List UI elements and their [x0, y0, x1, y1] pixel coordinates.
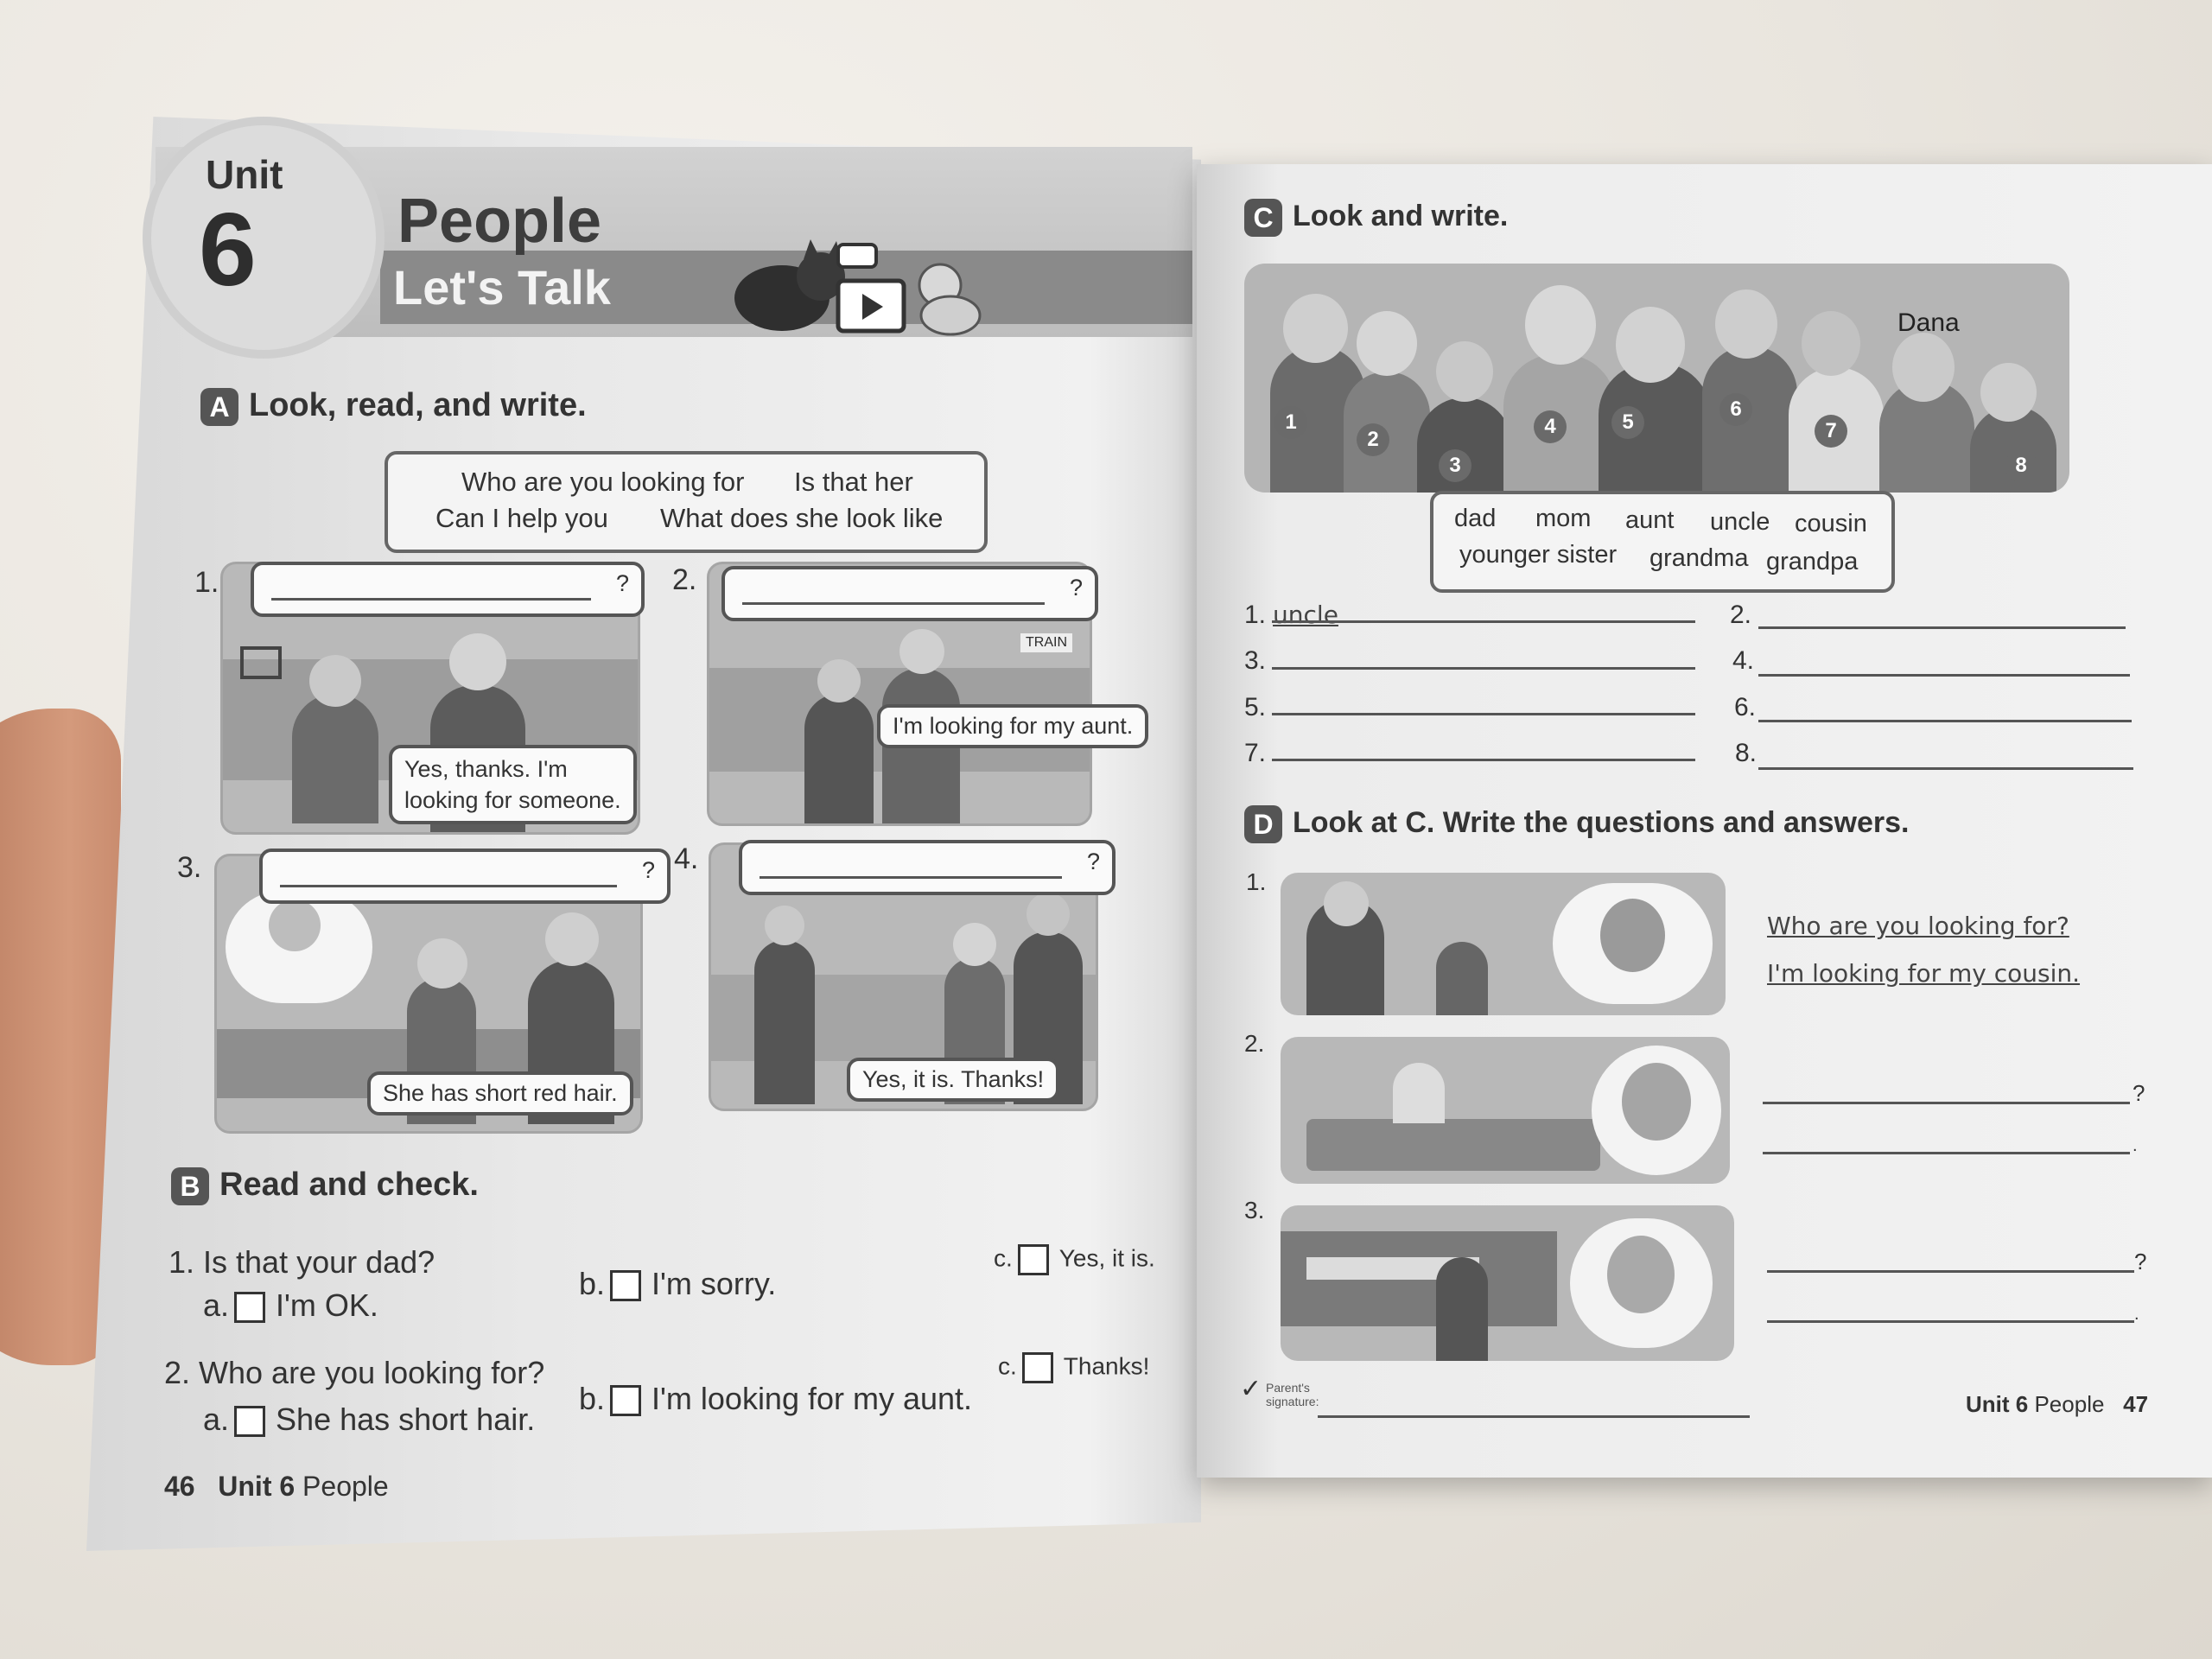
right-footer: Unit 6 People 47: [1966, 1391, 2149, 1417]
panel-1-answer-bubble: Yes, thanks. I'm looking for someone.: [389, 745, 637, 824]
comic-panel-2: TRAIN: [707, 562, 1092, 826]
b1-option-b[interactable]: b. I'm sorry.: [579, 1266, 777, 1301]
b2-option-c[interactable]: c. Thanks!: [998, 1352, 1149, 1383]
d-2-question-line[interactable]: ?: [2133, 1080, 2145, 1106]
section-d-badge: D: [1244, 805, 1282, 843]
signature-label: Parent's signature:: [1266, 1381, 1319, 1408]
d-1-question[interactable]: Who are you looking for?: [1767, 912, 2069, 940]
panel-3-number: 3.: [177, 851, 202, 884]
phrase-box: [385, 451, 988, 553]
d-scene-1: [1281, 873, 1726, 1015]
checkbox[interactable]: [1022, 1352, 1053, 1383]
panel-2-answer-bubble: I'm looking for my aunt.: [877, 704, 1148, 748]
c-line-2[interactable]: 2.: [1730, 601, 1752, 629]
section-a-badge: A: [200, 388, 238, 426]
page-subtitle: Let's Talk: [393, 260, 611, 315]
panel-4-answer-bubble: Yes, it is. Thanks!: [847, 1058, 1059, 1102]
checkbox[interactable]: [234, 1406, 265, 1437]
phrase-2: Is that her: [794, 467, 913, 497]
c-line-3[interactable]: 3.: [1244, 646, 1267, 675]
word-bank: dad mom aunt uncle cousin younger sister grandma grandpa: [1430, 491, 1895, 593]
check-icon: ✓: [1240, 1375, 1262, 1403]
d-1-answer[interactable]: I'm looking for my cousin.: [1767, 959, 2081, 988]
panel-1-question-bubble[interactable]: ?: [251, 562, 645, 617]
c-line-8[interactable]: 8.: [1735, 739, 1758, 767]
signature-line[interactable]: [1318, 1415, 1750, 1418]
panel-1-number: 1.: [194, 566, 219, 599]
unit-word: Unit: [206, 152, 283, 197]
c-line-6[interactable]: 6.: [1734, 693, 1757, 721]
family-lineup: 1 2 3 4 5 6 7 8 Dana: [1244, 264, 2069, 493]
d-2-answer-line[interactable]: .: [2133, 1136, 2138, 1155]
page-title: People: [397, 187, 602, 256]
b2-option-b[interactable]: b. I'm looking for my aunt.: [579, 1381, 973, 1416]
d-3-question-line[interactable]: ?: [2134, 1249, 2147, 1274]
b2-option-a[interactable]: a. She has short hair.: [203, 1402, 536, 1437]
panel-4-number: 4.: [674, 842, 699, 875]
dana-label: Dana: [1897, 308, 1960, 337]
checkbox[interactable]: [1018, 1244, 1049, 1275]
phrase-1: Who are you looking for: [461, 467, 745, 497]
d-scene-2: [1281, 1037, 1730, 1184]
section-d-title: D Look at C. Write the questions and answers.: [1244, 805, 1910, 843]
phrase-3: Can I help you: [435, 503, 608, 533]
phrase-4: What does she look like: [660, 503, 944, 533]
d-item-1-number: 1.: [1246, 868, 1267, 895]
b1-option-a[interactable]: a. I'm OK.: [203, 1287, 378, 1323]
c-line-5[interactable]: 5.: [1244, 693, 1267, 721]
section-b-badge: B: [171, 1167, 209, 1205]
section-b-title: B Read and check.: [171, 1166, 479, 1205]
panel-3-answer-bubble: She has short red hair.: [367, 1071, 633, 1116]
checkbox[interactable]: [610, 1385, 641, 1416]
section-c-badge: C: [1244, 199, 1282, 237]
d-item-2-number: 2.: [1244, 1030, 1265, 1057]
d-item-3-number: 3.: [1244, 1197, 1265, 1224]
b-question-1: 1. Is that your dad?: [168, 1244, 435, 1280]
section-a-title: A Look, read, and write.: [200, 387, 587, 426]
unit-number: 6: [199, 192, 257, 308]
checkbox[interactable]: [610, 1270, 641, 1301]
c-line-7[interactable]: 7.: [1244, 739, 1267, 767]
left-footer: 46 Unit 6 People: [164, 1471, 389, 1502]
section-c-title: C Look and write.: [1244, 199, 1508, 237]
checkbox[interactable]: [234, 1292, 265, 1323]
panel-3-question-bubble[interactable]: ?: [259, 849, 671, 904]
cats-video-icon: [717, 238, 1028, 341]
b1-option-c[interactable]: c. Yes, it is.: [994, 1244, 1155, 1275]
b-question-2: 2. Who are you looking for?: [164, 1355, 545, 1390]
panel-2-number: 2.: [672, 563, 697, 596]
d-scene-3: [1281, 1205, 1734, 1361]
c-line-4[interactable]: 4.: [1732, 646, 1755, 675]
c-line-1[interactable]: 1. uncle: [1244, 601, 1338, 629]
panel-2-question-bubble[interactable]: ?: [721, 566, 1098, 621]
panel-4-question-bubble[interactable]: ?: [739, 840, 1116, 895]
d-3-answer-line[interactable]: .: [2134, 1305, 2139, 1324]
